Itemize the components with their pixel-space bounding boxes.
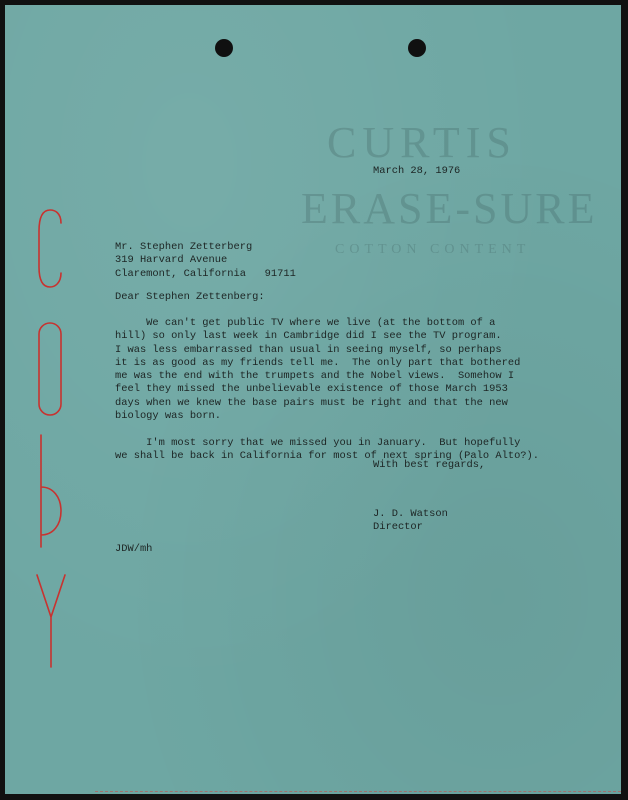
stamp-letter-c (39, 210, 61, 287)
recipient-name: Mr. Stephen Zetterberg (115, 241, 253, 253)
body-paragraph-1: We can't get public TV where we live (at the bottom of a hill) so only last week in Cambridge did I see the TV program. I was less embarrassed than usual in seeing myself, so perhaps it is as good as my friends tell me. The only part that bothered me was the end with the trumpets and the Nobel views. Somehow I feel they missed the unbelievable existence of those March 1953 days when we knew the base pairs must be right and that the new biology was born. (115, 317, 521, 423)
binder-hole-right (408, 39, 426, 57)
binder-hole-left (215, 39, 233, 57)
letter-page (5, 5, 621, 794)
letter-body (115, 317, 539, 463)
salutation: Dear Stephen Zettenberg: (115, 291, 265, 303)
letter-date: March 28, 1976 (373, 165, 461, 177)
recipient-address (115, 241, 296, 281)
signature-block (373, 508, 448, 535)
stamp-letter-y (37, 575, 65, 667)
signer-title: Director (373, 521, 423, 534)
copy-stamp (33, 205, 69, 675)
signer-name: J. D. Watson (373, 508, 448, 520)
paper-watermark-content: COTTON CONTENT (335, 242, 531, 257)
stamp-letter-p (41, 435, 61, 547)
paper-watermark-product: ERASE-SURE (301, 184, 598, 233)
recipient-city: Claremont, California 91711 (115, 267, 296, 280)
body-paragraph-2: I'm most sorry that we missed you in January. But hopefully we shall be back in California for most of next spring (Palo Alto?). (115, 436, 540, 462)
paper-watermark-brand: CURTIS (327, 118, 517, 167)
complimentary-closing: With best regards, (373, 459, 486, 471)
recipient-street: 319 Harvard Avenue (115, 254, 228, 267)
reference-initials: JDW/mh (115, 543, 153, 555)
perforation-edge (95, 791, 621, 792)
stamp-letter-o (39, 323, 61, 415)
